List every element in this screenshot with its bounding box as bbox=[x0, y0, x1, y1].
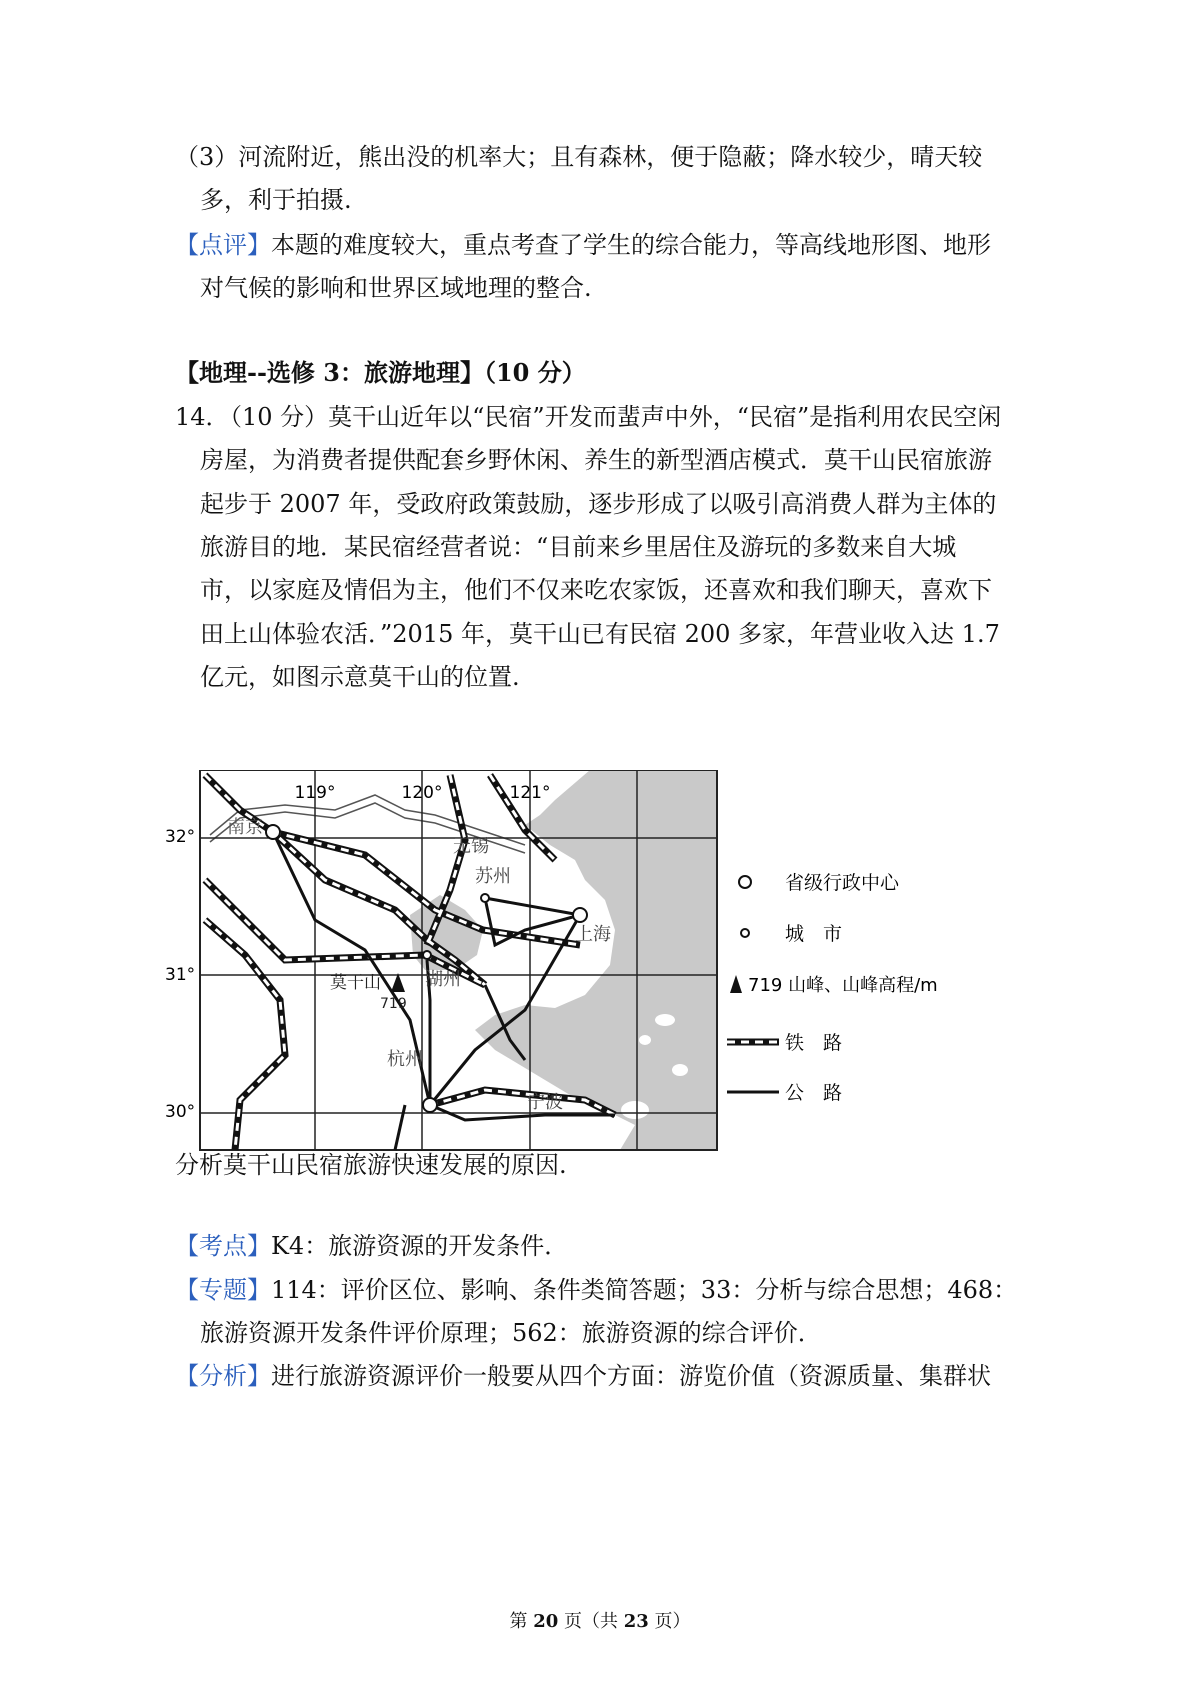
hangzhou-label: 杭州 bbox=[387, 1049, 423, 1070]
kaodian-tag: 【考点】 bbox=[175, 1232, 271, 1260]
answer-3-line-2: 多，利于拍摄. bbox=[200, 186, 352, 214]
legend-provincial-label: 省级行政中心 bbox=[785, 872, 900, 894]
moganshan-peak-icon bbox=[391, 973, 405, 992]
section-title: 【地理--选修 3：旅游地理】（10 分） bbox=[175, 358, 586, 387]
lon-label-120: 120° bbox=[401, 783, 443, 803]
legend-highway-label: 公 路 bbox=[785, 1082, 843, 1104]
kaodian-text: K4：旅游资源的开发条件． bbox=[271, 1232, 569, 1260]
island bbox=[655, 1014, 675, 1026]
lat-label-30: 30° bbox=[165, 1102, 196, 1122]
kaodian-paragraph bbox=[175, 1229, 568, 1263]
legend-city-label: 城 市 bbox=[785, 923, 843, 945]
huzhou-marker bbox=[423, 951, 431, 959]
question-prompt: 分析莫干山民宿旅游快速发展的原因. bbox=[175, 1151, 567, 1179]
legend-peak-icon bbox=[730, 975, 742, 993]
wuxi-label: 无锡 bbox=[453, 836, 489, 857]
hangzhou-marker bbox=[423, 1098, 437, 1112]
moganshan-label: 莫干山 bbox=[330, 973, 381, 993]
question-line-1: （10 分）莫干山近年以“民宿”开发而蜚声中外，“民宿”是指利用农民空闲 bbox=[218, 403, 1002, 431]
question-line-4: 旅游目的地．某民宿经营者说：“目前来乡里居住及游玩的多数来自大城 bbox=[200, 533, 957, 561]
footer-page-number: 20 bbox=[533, 1611, 559, 1632]
page-footer bbox=[0, 1610, 1200, 1634]
answer-3-line-1: （3）河流附近，熊出没的机率大；且有森林，便于隐蔽；降水较少，晴天较 bbox=[175, 143, 983, 171]
moganshan-location-map bbox=[165, 770, 975, 1155]
lat-label-31: 31° bbox=[165, 965, 196, 985]
review-tag: 【点评】 bbox=[175, 231, 271, 259]
review-line-2: 对气候的影响和世界区域地理的整合. bbox=[200, 274, 592, 302]
review-line-1: 本题的难度较大，重点考查了学生的综合能力，等高线地形图、地形 bbox=[271, 231, 991, 259]
nanjing-label: 南京 bbox=[227, 817, 263, 838]
lon-label-121: 121° bbox=[509, 783, 551, 803]
fenxi-tag: 【分析】 bbox=[175, 1362, 271, 1390]
question-line-5: 市，以家庭及情侣为主，他们不仅来吃农家饭，还喜欢和我们聊天，喜欢下 bbox=[200, 576, 992, 604]
question-number: 14． bbox=[175, 403, 230, 431]
zhuanti-line-2: 旅游资源开发条件评价原理；562：旅游资源的综合评价． bbox=[200, 1319, 822, 1347]
question-line-7: 亿元，如图示意莫干山的位置. bbox=[200, 663, 520, 691]
island bbox=[621, 1101, 649, 1119]
fenxi-paragraph bbox=[175, 1359, 991, 1393]
footer-suffix: 页） bbox=[648, 1611, 691, 1632]
zhuanti-paragraph bbox=[175, 1273, 1017, 1307]
shanghai-label: 上海 bbox=[575, 924, 611, 945]
huzhou-label: 湖州 bbox=[425, 969, 461, 990]
footer-total-pages: 23 bbox=[623, 1611, 649, 1632]
legend-city-icon bbox=[741, 929, 749, 937]
footer-prefix: 第 bbox=[509, 1611, 534, 1632]
lat-label-32: 32° bbox=[165, 827, 196, 847]
island bbox=[672, 1064, 688, 1076]
suzhou-marker bbox=[481, 894, 489, 902]
legend-railway-label: 铁 路 bbox=[785, 1032, 843, 1054]
nanjing-marker bbox=[266, 825, 280, 839]
review-paragraph bbox=[175, 228, 991, 262]
lon-label-119: 119° bbox=[294, 783, 336, 803]
suzhou-label: 苏州 bbox=[475, 866, 511, 887]
shanghai-marker bbox=[573, 908, 587, 922]
island bbox=[639, 1035, 651, 1045]
legend-peak-label: 719 山峰、山峰高程/m bbox=[748, 975, 938, 996]
zhuanti-tag: 【专题】 bbox=[175, 1276, 271, 1304]
question-line-6: 田上山体验农活．”2015 年，莫干山已有民宿 200 多家，年营业收入达 1.7 bbox=[200, 620, 1000, 648]
question-line-3: 起步于 2007 年，受政府政策鼓励，逐步形成了以吸引高消费人群为主体的 bbox=[200, 490, 997, 518]
question-line-2: 房屋，为消费者提供配套乡野休闲、养生的新型酒店模式．莫干山民宿旅游 bbox=[200, 446, 992, 474]
legend-provincial-icon bbox=[739, 876, 751, 888]
moganshan-height: 719 bbox=[380, 996, 407, 1012]
ningbo-label: 宁波 bbox=[527, 1092, 563, 1113]
footer-middle: 页（共 bbox=[558, 1611, 624, 1632]
fenxi-text: 进行旅游资源评价一般要从四个方面：游览价值（资源质量、集群状 bbox=[271, 1362, 991, 1390]
zhuanti-line-1: 114：评价区位、影响、条件类简答题；33：分析与综合思想；468： bbox=[271, 1276, 1018, 1304]
